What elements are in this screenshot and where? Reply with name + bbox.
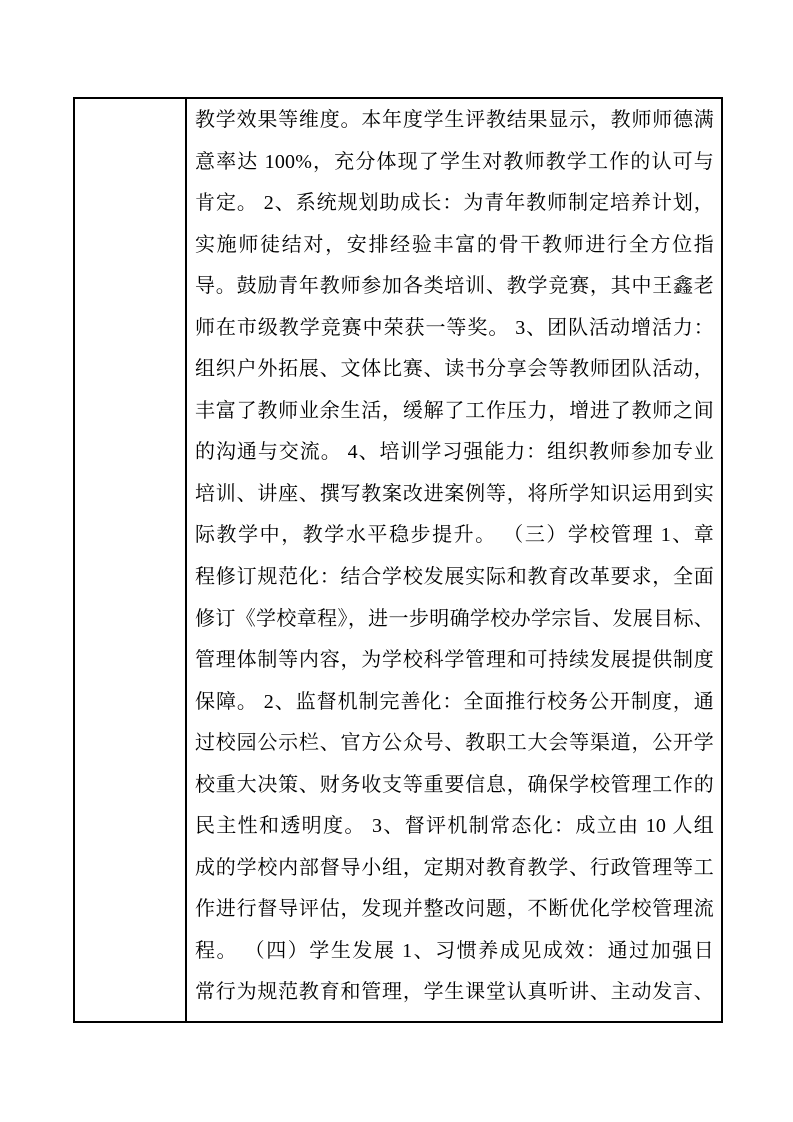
paragraph-text-line: 实施师徒结对，安排经验丰富的骨干教师进行全方位指 — [195, 233, 714, 256]
paragraph-text-line: 师在市级教学竞赛中荣获一等奖。 3、团队活动增活力： — [195, 316, 714, 339]
table-content-cell — [187, 99, 721, 1021]
paragraph-text-line: 校重大决策、财务收支等重要信息，确保学校管理工作的 — [195, 773, 714, 796]
paragraph-text-line: 丰富了教师业余生活，缓解了工作压力，增进了教师之间 — [195, 399, 714, 422]
paragraph-text-line: 际教学中，教学水平稳步提升。 （三）学校管理 1、章 — [195, 524, 714, 547]
paragraph-text-line: 程修订规范化：结合学校发展实际和教育改革要求，全面 — [195, 566, 714, 589]
paragraph-text-line: 的沟通与交流。 4、培训学习强能力：组织教师参加专业 — [195, 441, 714, 464]
paragraph-text-line: 保障。 2、监督机制完善化：全面推行校务公开制度，通 — [195, 690, 714, 713]
table-label-cell-empty — [75, 99, 187, 1021]
paragraph-text-line: 导。鼓励青年教师参加各类培训、教学竞赛，其中王鑫老 — [195, 275, 714, 298]
paragraph-text-line: 程。 （四）学生发展 1、习惯养成见成效：通过加强日 — [195, 939, 714, 962]
paragraph-text-line: 常行为规范教育和管理，学生课堂认真听讲、主动发言、 — [195, 981, 714, 1004]
paragraph-text-line: 肯定。 2、系统规划助成长：为青年教师制定培养计划， — [195, 192, 714, 215]
paragraph-text-line: 组织户外拓展、文体比赛、读书分享会等教师团队活动， — [195, 358, 714, 381]
paragraph-text-line: 培训、讲座、撰写教案改进案例等，将所学知识运用到实 — [195, 482, 714, 505]
paragraph-text-line: 教学效果等维度。本年度学生评教结果显示，教师师德满 — [195, 109, 714, 131]
paragraph-text-line: 作进行督导评估，发现并整改问题，不断优化学校管理流 — [195, 898, 714, 921]
paragraph-text-line: 过校园公示栏、官方公众号、教职工大会等渠道，公开学 — [195, 732, 714, 755]
paragraph-text-line: 修订《学校章程》，进一步明确学校办学宗旨、发展目标、 — [195, 607, 714, 630]
paragraph-text-line: 管理体制等内容，为学校科学管理和可持续发展提供制度 — [195, 649, 714, 672]
paragraph-text-line: 民主性和透明度。 3、督评机制常态化：成立由 10 人组 — [195, 815, 714, 838]
paragraph-text-line: 成的学校内部督导小组，定期对教育教学、行政管理等工 — [195, 856, 714, 879]
paragraph-text-line: 意率达 100%，充分体现了学生对教师教学工作的认可与 — [195, 150, 714, 173]
report-table — [73, 97, 723, 1023]
